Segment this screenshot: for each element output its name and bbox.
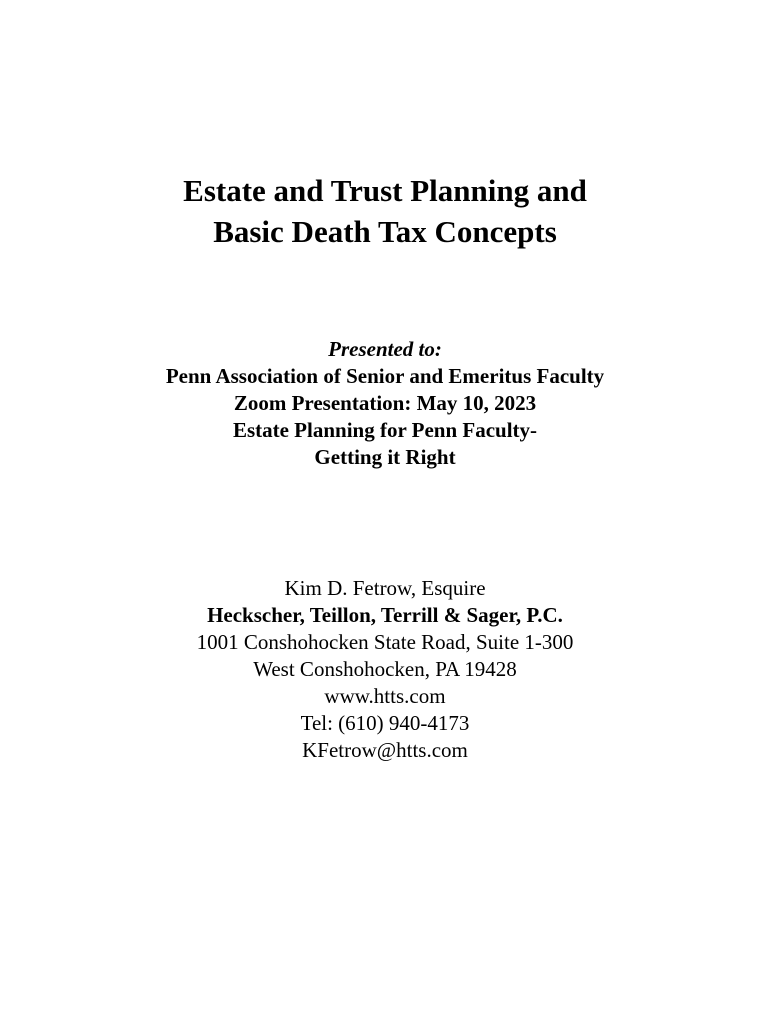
document-title [0,170,770,252]
presenter-contact [0,575,770,764]
phone-text: Tel: (610) 940-4173 [300,711,470,735]
address-line-1: 1001 Conshohocken State Road, Suite 1-300 [196,630,574,654]
website-text: www.htts.com [324,684,446,708]
presenter-name: Kim D. Fetrow, Esquire [284,576,486,600]
title-line-2: Basic Death Tax Concepts [213,214,557,249]
organization-name: Penn Association of Senior and Emeritus Faculty [165,364,605,388]
event-date: Zoom Presentation: May 10, 2023 [233,391,537,415]
email-text: KFetrow@htts.com [302,738,468,762]
presentation-details [0,336,770,471]
topic-line-1: Estate Planning for Penn Faculty- [232,418,538,442]
topic-line-2: Getting it Right [314,445,456,469]
title-line-1: Estate and Trust Planning and [183,173,587,208]
firm-name: Heckscher, Teillon, Terrill & Sager, P.C. [207,603,563,627]
address-line-2: West Conshohocken, PA 19428 [253,657,517,681]
presented-to-label: Presented to: [328,337,442,361]
